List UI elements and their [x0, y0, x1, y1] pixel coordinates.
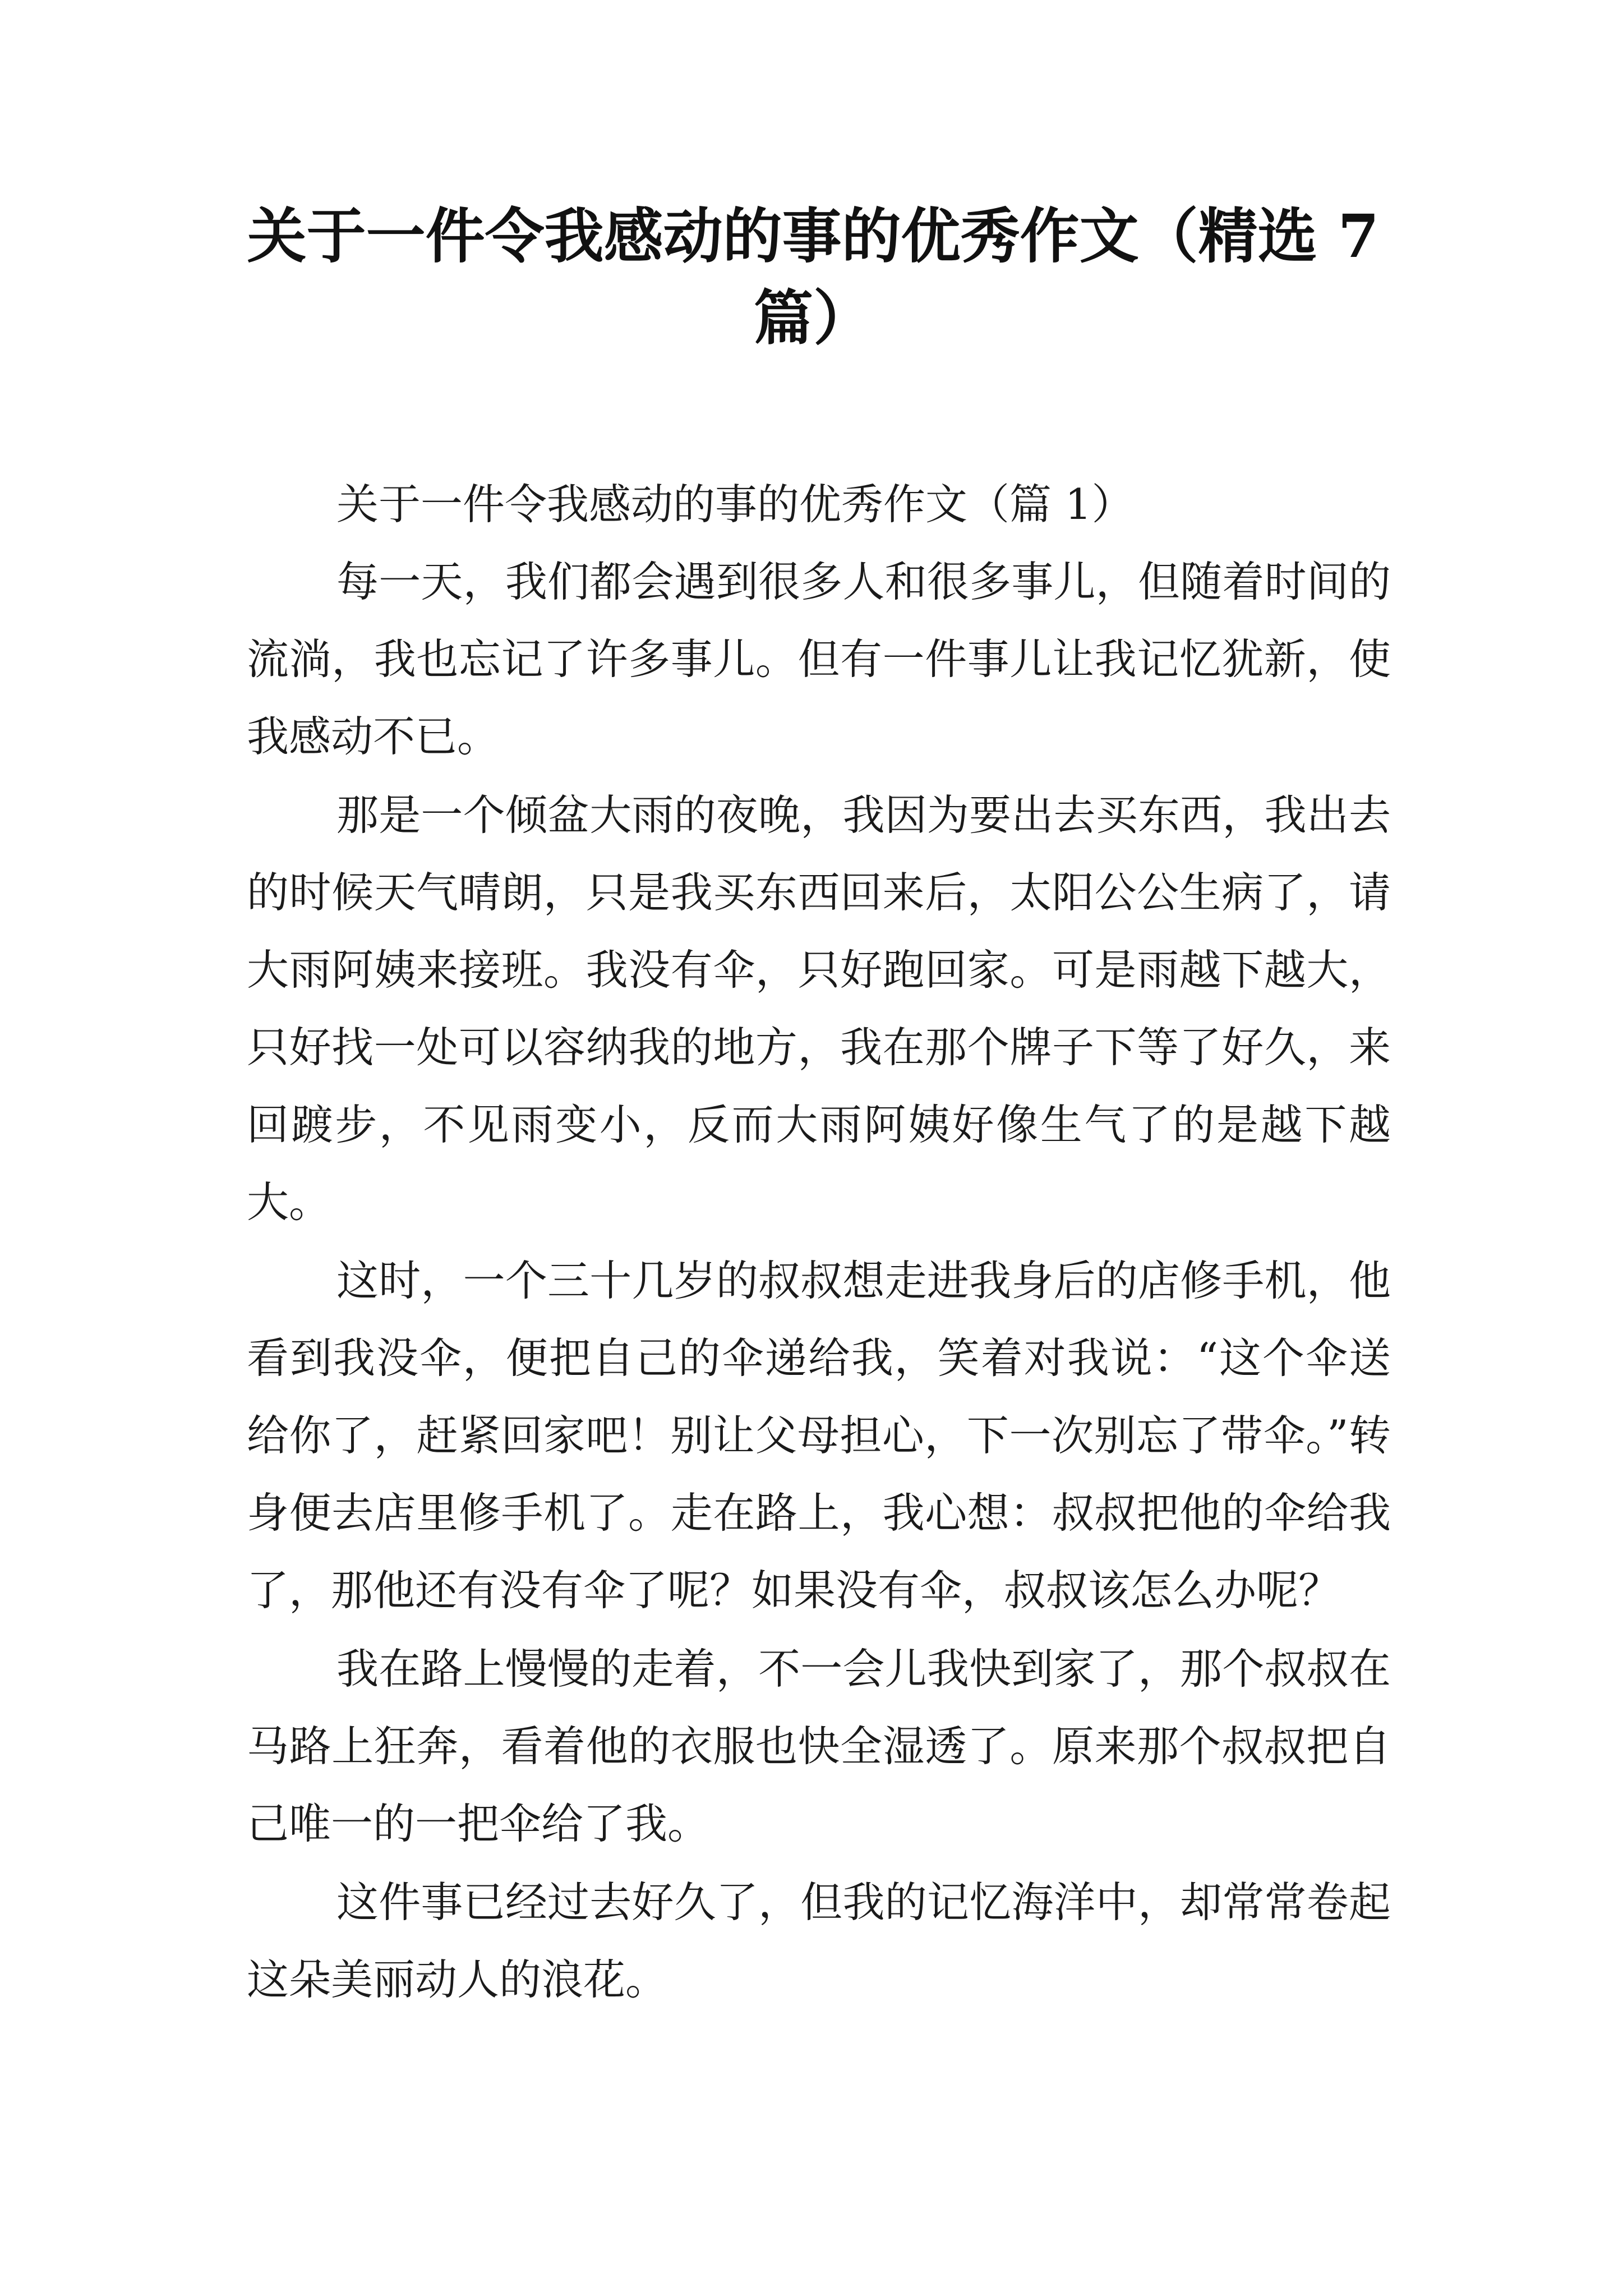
paragraph: 那是一个倾盆大雨的夜晚，我因为要出去买东西，我出去的时候天气晴朗，只是我买东西回来后，太阳公公生病了，请大雨阿姨来接班。我没有伞，只好跑回家。可是雨越下越大，只好找一处可以容纳我的地方，我在那个牌子下等了好久，来回踱步，不见雨变小，反而大雨阿姨好像生气了的是越下越大。	[247, 790, 1391, 1227]
document-body	[247, 466, 1391, 2019]
paragraph: 我在路上慢慢的走着，不一会儿我快到家了，那个叔叔在马路上狂奔，看着他的衣服也快全湿透了。原来那个叔叔把自己唯一的一把伞给了我。	[247, 1644, 1391, 1848]
document-title-line-2: 篇）	[754, 283, 873, 353]
paragraph: 这时，一个三十几岁的叔叔想走进我身后的店修手机，他看到我没伞，便把自己的伞递给我，笑着对我说：“这个伞送给你了，赶紧回家吧！别让父母担心，下一次别忘了带伞。”转身便去店里修手机了。走在路上，我心想：叔叔把他的伞给我了，那他还有没有伞了呢？如果没有伞，叔叔该怎么办呢？	[247, 1256, 1391, 1615]
document-title-line-1: 关于一件令我感动的事的优秀作文（精选 7	[247, 201, 1380, 271]
paragraph: 每一天，我们都会遇到很多人和很多事儿，但随着时间的流淌，我也忘记了许多事儿。但有一件事儿让我记忆犹新，使我感动不已。	[247, 557, 1391, 761]
paragraph: 这件事已经过去好久了，但我的记忆海洋中，却常常卷起这朵美丽动人的浪花。	[247, 1878, 1391, 2004]
document-title	[236, 195, 1391, 359]
section-heading: 关于一件令我感动的事的优秀作文（篇 1）	[336, 480, 1134, 529]
